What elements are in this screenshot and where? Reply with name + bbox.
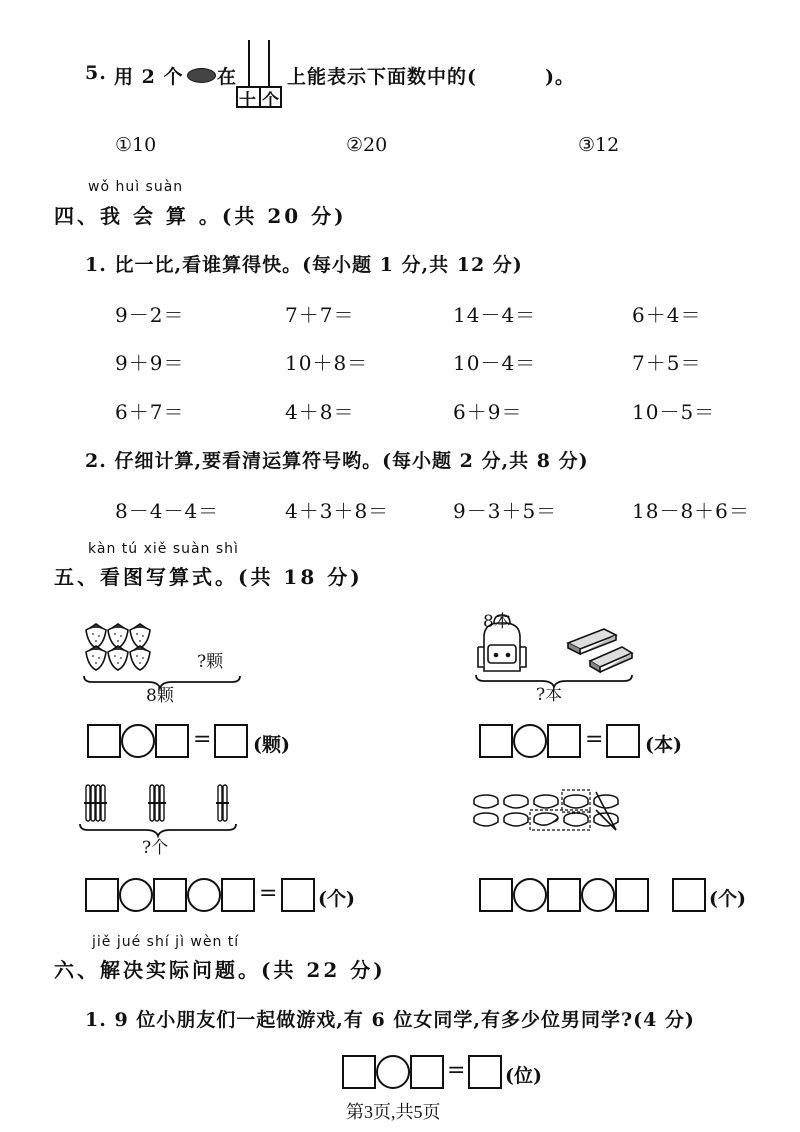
answer-box[interactable] bbox=[479, 724, 513, 758]
answer-box[interactable] bbox=[85, 878, 119, 912]
q5-option-1: ①10 bbox=[115, 134, 157, 156]
operator-circle[interactable] bbox=[513, 878, 547, 912]
stick-bundle-icon bbox=[216, 785, 229, 821]
calc-item: 9＋9＝ bbox=[115, 351, 185, 375]
strawberry-icon bbox=[108, 624, 128, 648]
calc-item: 6＋4＝ bbox=[632, 303, 702, 327]
picture2-total-label: ?本 bbox=[536, 685, 563, 705]
picture3-total-label: ?个 bbox=[142, 838, 169, 858]
equals-sign: = bbox=[447, 1058, 467, 1083]
strawberry-icon bbox=[86, 624, 106, 648]
answer-box[interactable] bbox=[214, 724, 248, 758]
calc-item: 7＋5＝ bbox=[632, 351, 702, 375]
unit-label: (个) bbox=[318, 888, 355, 910]
coins-picture bbox=[470, 786, 630, 836]
coin-icon bbox=[564, 795, 588, 808]
unit-label: (个) bbox=[709, 888, 746, 910]
stick-bundle-icon bbox=[84, 785, 107, 821]
calc-item: 10－5＝ bbox=[632, 400, 716, 424]
coin-icon bbox=[564, 813, 588, 826]
section4-q2-title: 2. 仔细计算,要看清运算符号哟。(每小题 2 分,共 8 分) bbox=[85, 450, 589, 472]
unit-label: (本) bbox=[645, 734, 682, 756]
bead-icon bbox=[187, 68, 216, 83]
abacus-label-tens: 十 bbox=[239, 91, 257, 111]
picture1-unknown-label: ?颗 bbox=[197, 652, 224, 672]
answer-box[interactable] bbox=[342, 1055, 376, 1089]
answer-box[interactable] bbox=[153, 878, 187, 912]
section6-pinyin: jiě jué shí jì wèn tí bbox=[92, 934, 240, 950]
abacus-base-divider bbox=[259, 86, 261, 108]
answer-box[interactable] bbox=[221, 878, 255, 912]
sticks-picture bbox=[78, 782, 248, 838]
coin-icon bbox=[504, 813, 528, 826]
section6-q1: 1. 9 位小朋友们一起做游戏,有 6 位女同学,有多少位男同学?(4 分) bbox=[85, 1009, 695, 1031]
calc-item: 14－4＝ bbox=[453, 303, 537, 327]
coin-icon bbox=[534, 813, 558, 825]
answer-box[interactable] bbox=[547, 878, 581, 912]
strawberry-icon bbox=[108, 646, 128, 670]
picture2-known-label: 8本 bbox=[483, 612, 511, 632]
coin-icon bbox=[504, 795, 528, 808]
book-icon bbox=[568, 629, 616, 654]
strawberry-icon bbox=[130, 624, 150, 648]
equals-sign: = bbox=[193, 727, 213, 752]
calc-item: 10＋8＝ bbox=[285, 351, 369, 375]
answer-box[interactable] bbox=[615, 878, 649, 912]
calc-item: 18－8＋6＝ bbox=[632, 499, 750, 523]
unit-label: (颗) bbox=[253, 734, 290, 756]
q5-option-2: ②20 bbox=[346, 134, 388, 156]
answer-box[interactable] bbox=[281, 878, 315, 912]
calc-item: 4＋8＝ bbox=[285, 400, 355, 424]
section4-title: 四、我 会 算 。(共 20 分) bbox=[54, 204, 347, 228]
equals-sign: = bbox=[585, 727, 605, 752]
abacus-diagram bbox=[236, 40, 282, 110]
operator-circle[interactable] bbox=[121, 724, 155, 758]
unit-label: (位) bbox=[505, 1065, 542, 1087]
answer-box[interactable] bbox=[155, 724, 189, 758]
calc-item: 4＋3＋8＝ bbox=[285, 499, 390, 523]
section4-q1-title: 1. 比一比,看谁算得快。(每小题 1 分,共 12 分) bbox=[85, 254, 523, 276]
q5-option-3: ③12 bbox=[578, 134, 620, 156]
q5-number: 5. bbox=[85, 62, 107, 84]
section4-pinyin: wǒ huì suàn bbox=[88, 179, 184, 195]
calc-item: 9－2＝ bbox=[115, 303, 185, 327]
answer-box[interactable] bbox=[479, 878, 513, 912]
calc-item: 6＋9＝ bbox=[453, 400, 523, 424]
coin-icon bbox=[474, 795, 498, 808]
picture1-total-label: 8颗 bbox=[146, 686, 174, 706]
q5-text-c: 上能表示下面数中的( bbox=[287, 66, 477, 88]
calc-item: 7＋7＝ bbox=[285, 303, 355, 327]
page-footer: 第3页,共5页 bbox=[346, 1102, 441, 1122]
operator-circle[interactable] bbox=[119, 878, 153, 912]
stick-bundle-icon bbox=[148, 785, 166, 821]
strawberry-icon bbox=[86, 646, 106, 670]
book-icon bbox=[590, 647, 632, 672]
equals-sign: = bbox=[259, 881, 279, 906]
q5-text-d: )。 bbox=[545, 66, 575, 88]
calc-item: 6＋7＝ bbox=[115, 400, 185, 424]
coin-icon bbox=[474, 813, 498, 826]
section5-pinyin: kàn tú xiě suàn shì bbox=[88, 541, 239, 557]
q5-text-a: 用 2 个 bbox=[114, 66, 184, 88]
q5-text-b: 在 bbox=[217, 66, 238, 88]
calc-item: 8－4－4＝ bbox=[115, 499, 220, 523]
operator-circle[interactable] bbox=[376, 1055, 410, 1089]
operator-circle[interactable] bbox=[513, 724, 547, 758]
answer-box[interactable] bbox=[547, 724, 581, 758]
coin-icon bbox=[534, 795, 558, 808]
coin-icon bbox=[594, 795, 618, 808]
answer-box[interactable] bbox=[672, 878, 706, 912]
answer-box[interactable] bbox=[87, 724, 121, 758]
section5-title: 五、看图写算式。(共 18 分) bbox=[54, 565, 363, 589]
calc-item: 10－4＝ bbox=[453, 351, 537, 375]
answer-box[interactable] bbox=[410, 1055, 444, 1089]
calc-item: 9－3＋5＝ bbox=[453, 499, 558, 523]
abacus-label-ones: 个 bbox=[262, 91, 280, 111]
answer-box[interactable] bbox=[606, 724, 640, 758]
operator-circle[interactable] bbox=[581, 878, 615, 912]
abacus-rod-ones bbox=[268, 40, 270, 88]
section6-title: 六、解决实际问题。(共 22 分) bbox=[54, 958, 386, 982]
strawberry-icon bbox=[130, 646, 150, 670]
operator-circle[interactable] bbox=[187, 878, 221, 912]
answer-box[interactable] bbox=[468, 1055, 502, 1089]
abacus-rod-tens bbox=[248, 40, 250, 88]
